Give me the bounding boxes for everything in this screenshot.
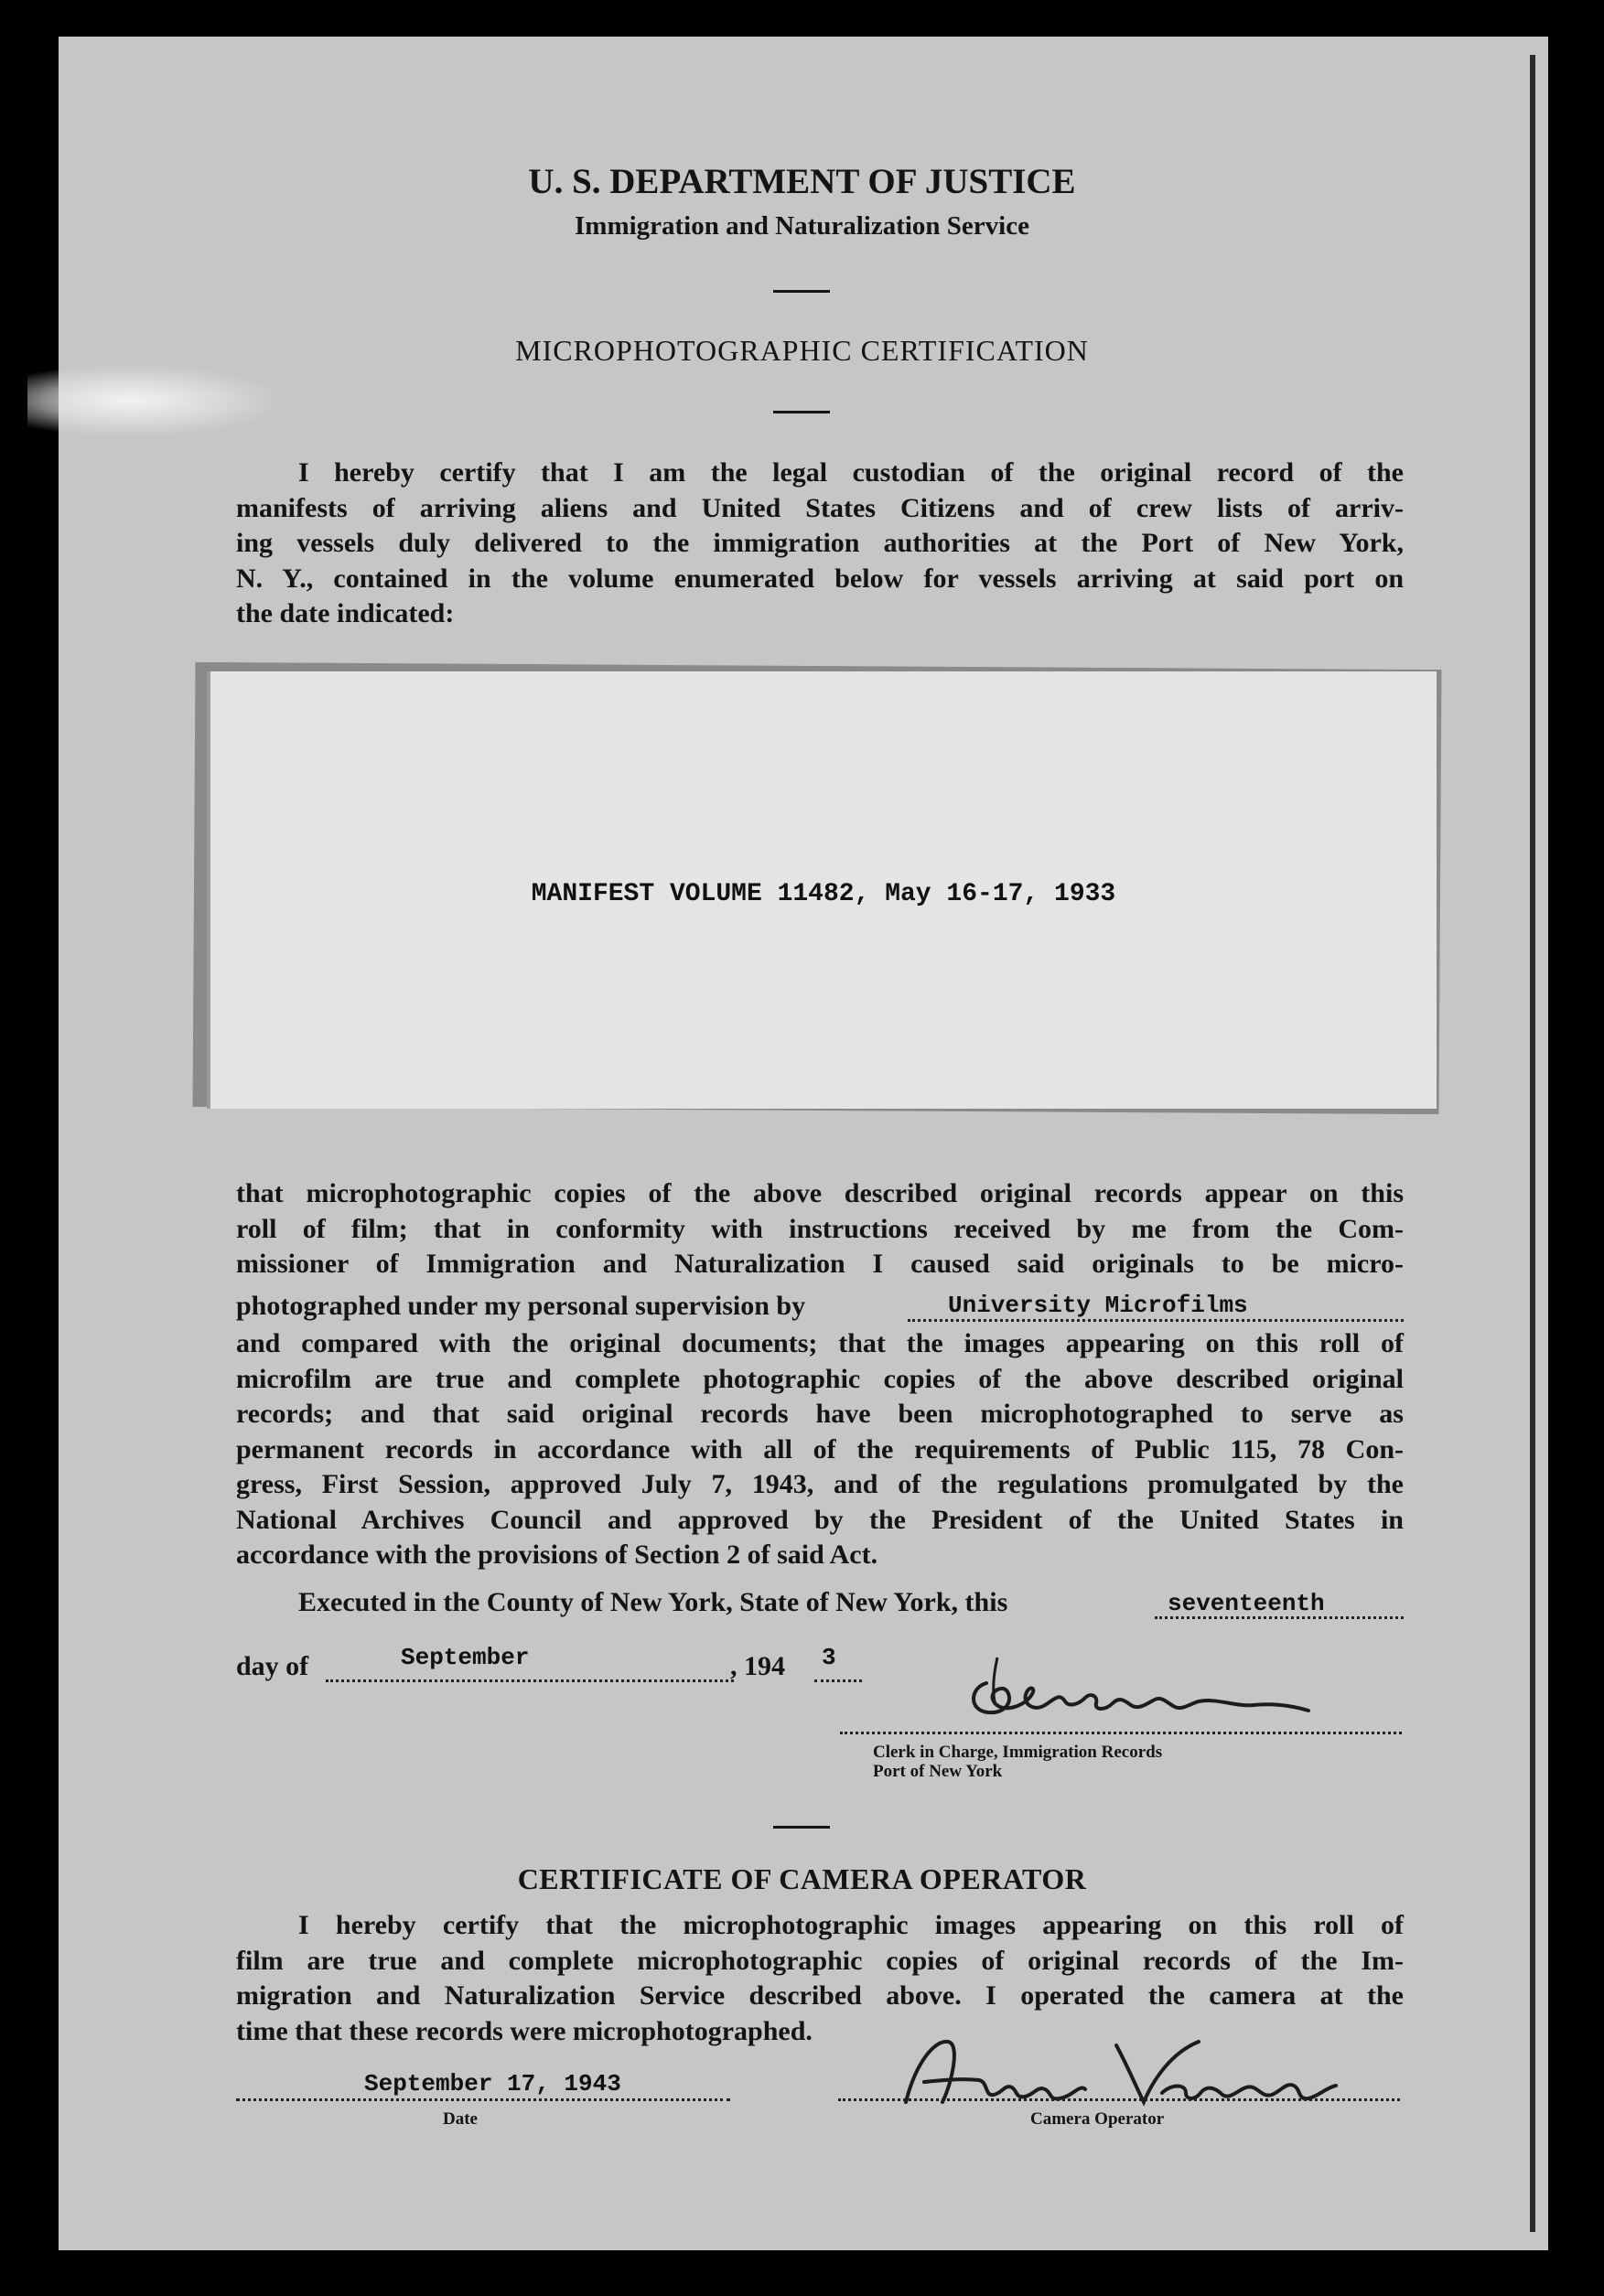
camera-operator-title: CERTIFICATE OF CAMERA OPERATOR bbox=[517, 1862, 1087, 1895]
intro-line: manifests of arriving aliens and United States Citizens and of crew lists of arriv- bbox=[236, 492, 1404, 523]
body-line: that microphotographic copies of the above described original records appear on this bbox=[236, 1178, 1404, 1208]
department-heading: U. S. DEPARTMENT OF JUSTICE bbox=[528, 162, 1076, 201]
clerk-caption bbox=[873, 1743, 1162, 1781]
operator-line: time that these records were microphotographed. bbox=[236, 2015, 813, 2046]
body-line: gress, First Session, approved July 7, 1943, and of the regulations promulgated by the bbox=[236, 1469, 1404, 1499]
divider-rule-1 bbox=[773, 290, 830, 293]
operator-line: migration and Naturalization Service described above. I operated the camera at the bbox=[236, 1980, 1404, 2011]
body-line: missioner of Immigration and Naturalization I caused said originals to be micro- bbox=[236, 1249, 1404, 1279]
service-subheading: Immigration and Naturalization Service bbox=[575, 211, 1029, 241]
year-dotted-line bbox=[814, 1679, 862, 1682]
certification-body-b bbox=[236, 1326, 1404, 1573]
year-prefix: , 194 bbox=[730, 1651, 785, 1681]
body-line: and compared with the original documents; that the images appearing on this roll of bbox=[236, 1328, 1404, 1358]
form-title: MICROPHOTOGRAPHIC CERTIFICATION bbox=[515, 334, 1089, 367]
intro-line: the date indicated: bbox=[236, 598, 455, 628]
certification-body-a bbox=[236, 1176, 1404, 1282]
intro-paragraph bbox=[236, 456, 1404, 632]
paper-smudge bbox=[27, 364, 284, 437]
supervision-prefix: photographed under my personal supervision by bbox=[236, 1291, 806, 1321]
intro-line: ing vessels duly delivered to the immigration authorities at the Port of New York, bbox=[236, 528, 1404, 558]
certification-date: September 17, 1943 bbox=[364, 2070, 621, 2098]
body-line: National Archives Council and approved by the President of the United States in bbox=[236, 1504, 1404, 1535]
executed-day: seventeenth bbox=[1168, 1590, 1325, 1617]
body-line: microfilm are true and complete photographic copies of the above described original bbox=[236, 1363, 1404, 1394]
divider-rule-3 bbox=[773, 1826, 830, 1829]
intro-line: N. Y., contained in the volume enumerated below for vessels arriving at said port on bbox=[236, 563, 1404, 594]
executed-month: September bbox=[401, 1644, 530, 1671]
month-dotted-line bbox=[326, 1679, 734, 1682]
executed-line bbox=[298, 1587, 1007, 1618]
body-line: roll of film; that in conformity with instructions received by me from the Com- bbox=[236, 1213, 1404, 1244]
clerk-caption-port: Port of New York bbox=[873, 1762, 1003, 1781]
clerk-signature-dotted-line bbox=[840, 1732, 1402, 1734]
clerk-caption-title: Clerk in Charge, Immigration Records bbox=[873, 1743, 1163, 1762]
camera-operator-paragraph bbox=[236, 1908, 1404, 2049]
manifest-card bbox=[207, 671, 1437, 1109]
date-caption: Date bbox=[443, 2109, 478, 2129]
year-digit: 3 bbox=[822, 1644, 836, 1671]
sheet-edge-shadow bbox=[1530, 55, 1535, 2232]
microfilmer-name: University Microfilms bbox=[948, 1292, 1248, 1319]
operator-signature-dotted-line bbox=[838, 2098, 1400, 2101]
supervision-line bbox=[236, 1291, 805, 1322]
day-of-label: day of bbox=[236, 1651, 309, 1681]
operator-line: I hereby certify that the microphotographic images appearing on this roll of bbox=[298, 1910, 1404, 1940]
date-dotted-line bbox=[236, 2098, 730, 2101]
operator-line: film are true and complete microphotographic copies of original records of the Im- bbox=[236, 1945, 1404, 1976]
executed-prefix: Executed in the County of New York, State of New York, this bbox=[298, 1587, 1008, 1617]
body-line: records; and that said original records have been microphotographed to serve as bbox=[236, 1399, 1404, 1429]
manifest-volume-label: MANIFEST VOLUME 11482, May 16-17, 1933 bbox=[531, 880, 1116, 908]
supervision-dotted-line bbox=[908, 1319, 1404, 1322]
operator-caption: Camera Operator bbox=[1030, 2109, 1165, 2129]
divider-rule-2 bbox=[773, 411, 830, 413]
intro-line: I hereby certify that I am the legal custodian of the original record of the bbox=[298, 457, 1404, 488]
body-line: accordance with the provisions of Section 2 of said Act. bbox=[236, 1540, 878, 1570]
body-line: permanent records in accordance with all of the requirements of Public 115, 78 Con- bbox=[236, 1433, 1404, 1465]
